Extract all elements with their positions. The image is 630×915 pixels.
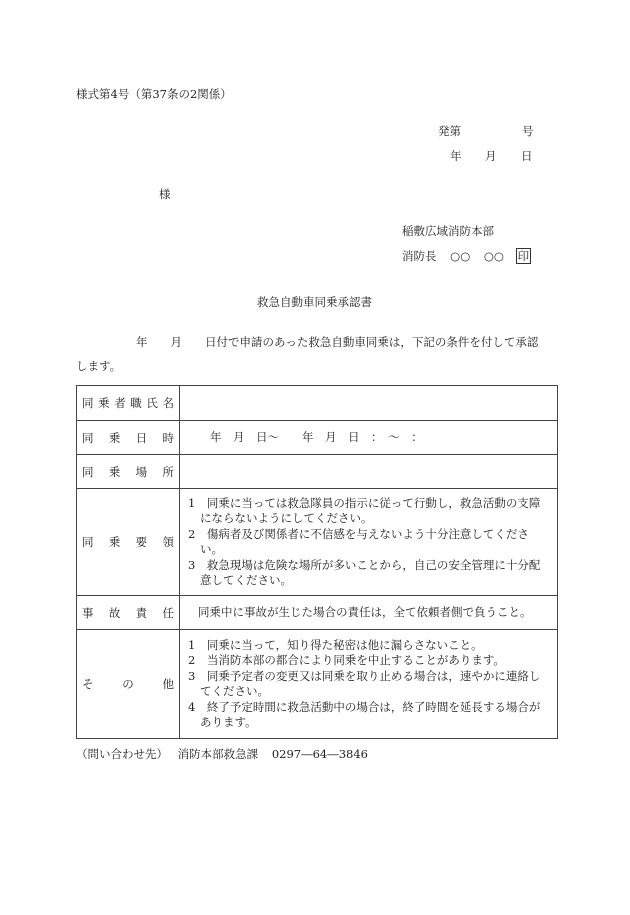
issuer-signature bbox=[402, 248, 531, 264]
row-label: 同乗場所 bbox=[77, 455, 180, 489]
form-number: 様式第4号（第37条の2関係） bbox=[76, 87, 232, 101]
issuer-name1: ○○ bbox=[450, 249, 471, 263]
contact-label: （問い合わせ先） bbox=[76, 747, 168, 761]
row-value bbox=[180, 630, 558, 739]
row-label: 事故責任 bbox=[77, 596, 180, 630]
list-item: 1 同乗に当っては救急隊員の指示に従って行動し，救急活動の支障にならないようにしてください。 bbox=[188, 495, 541, 525]
table-row bbox=[77, 421, 558, 455]
list-item: 3 救急現場は危険な場所が多いことから，自己の安全管理に十分配意してください。 bbox=[188, 557, 541, 587]
list-item: 2 当消防本部の都合により同乗を中止することがあります。 bbox=[188, 653, 505, 667]
seal-mark: 印 bbox=[517, 249, 530, 263]
table-row bbox=[77, 489, 558, 596]
addressee-suffix: 様 bbox=[159, 187, 171, 201]
table-row bbox=[77, 596, 558, 630]
row-value bbox=[180, 386, 558, 421]
contact-phone: 0297―64―3846 bbox=[271, 747, 368, 761]
issuer-org: 稲敷広域消防本部 bbox=[402, 224, 494, 238]
list-item: 4 終了予定時間に救急活動中の場合は，終了時間を延長する場合があります。 bbox=[188, 699, 541, 729]
row-label: 同乗日時 bbox=[77, 421, 180, 455]
date-day: 日 bbox=[521, 149, 533, 163]
row-label: その他 bbox=[77, 630, 180, 739]
row-label: 同乗者職氏名 bbox=[77, 386, 180, 421]
body-line-2: します。 bbox=[76, 359, 122, 373]
row-value bbox=[180, 455, 558, 489]
doc-no-suffix: 号 bbox=[522, 124, 534, 138]
list-item: 2 傷病者及び関係者に不信感を与えないよう十分注意してください。 bbox=[188, 526, 529, 556]
date-month: 月 bbox=[485, 149, 497, 163]
issuer-title: 消防長 bbox=[402, 249, 437, 263]
table-row bbox=[77, 386, 558, 421]
document-title: 救急自動車同乗承認書 bbox=[257, 295, 372, 309]
doc-no-prefix: 発第 bbox=[438, 124, 461, 138]
body-line-1: 年 月 日付で申請のあった救急自動車同乗は，下記の条件を付して承認 bbox=[136, 335, 539, 349]
contact-dept: 消防本部救急課 bbox=[177, 747, 259, 761]
row-value bbox=[180, 489, 558, 596]
list-item: 1 同乗に当って，知り得た秘密は他に漏らさないこと。 bbox=[188, 637, 483, 652]
row-value: 年 月 日～ 年 月 日 ： ～ ： bbox=[180, 421, 558, 455]
list-item: 3 同乗予定者の変更又は同乗を取り止める場合は，速やかに連絡してください。 bbox=[188, 668, 541, 698]
row-label: 同乗要領 bbox=[77, 489, 180, 596]
contact-info bbox=[76, 746, 368, 762]
issuer-name2: ○○ bbox=[483, 249, 504, 263]
conditions-table bbox=[76, 385, 558, 739]
row-value: 同乗中に事故が生じた場合の責任は，全て依頼者側で負うこと。 bbox=[180, 596, 558, 630]
table-row bbox=[77, 455, 558, 489]
date-year: 年 bbox=[450, 149, 462, 163]
table-row bbox=[77, 630, 558, 739]
